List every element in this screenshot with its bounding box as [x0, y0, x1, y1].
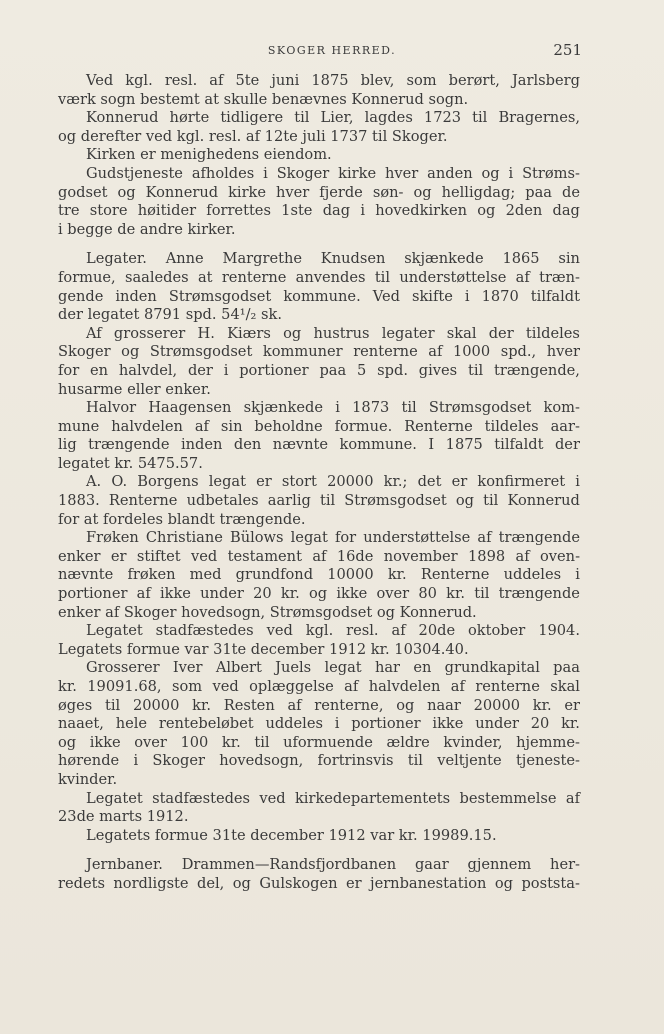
text-line: der legatet 8791 spd. 54¹/₂ sk.	[58, 306, 282, 324]
text-line: kvinder.	[58, 770, 118, 788]
text-line: A. O. Borgens legat er stort 20000 kr.; det er konfirmeret i	[86, 473, 580, 491]
paragraph	[58, 325, 580, 399]
text-line: Gudstjeneste afholdes i Skoger kirke hver anden og i Strøms-	[86, 164, 580, 182]
text-line: 1883. Renterne udbetales aarlig til Strømsgodset og til Konnerud	[58, 492, 580, 510]
paragraph	[58, 659, 580, 789]
paragraph	[58, 827, 580, 846]
text-line: Legatet stadfæstedes ved kirkedepartementets bestemmelse af	[86, 789, 580, 807]
text-line: i begge de andre kirker.	[58, 220, 236, 238]
text-line: og ikke over 100 kr. til uformuende ældre kvinder, hjemme-	[58, 733, 580, 751]
text-line: Skoger og Strømsgodset kommuner renterne af 1000 spd., hver	[58, 343, 580, 361]
paragraph	[58, 146, 580, 165]
paragraph	[58, 790, 580, 827]
text-line: formue, saaledes at renterne anvendes til understøttelse af træn-	[58, 268, 580, 286]
text-line: 23de marts 1912.	[58, 808, 189, 826]
text-line: lig trængende inden den nævnte kommune. I 1875 tilfaldt der	[58, 436, 580, 454]
paragraph	[58, 473, 580, 529]
text-line: Legater. Anne Margrethe Knudsen skjænkede 1865 sin	[86, 250, 580, 268]
paragraph	[58, 399, 580, 473]
text-line: og derefter ved kgl. resl. af 12te juli 1737 til Skoger.	[58, 127, 448, 145]
text-line: Jernbaner. Drammen—Randsfjordbanen gaar gjennem her-	[86, 856, 580, 874]
text-line: naaet, hele rentebeløbet uddeles i portioner ikke under 20 kr.	[58, 715, 580, 733]
paragraph	[58, 72, 580, 109]
text-line: legatet kr. 5475.57.	[58, 454, 203, 472]
text-line: portioner af ikke under 20 kr. og ikke over 80 kr. til trængende	[58, 585, 580, 603]
text-line: Kirken er menighedens eiendom.	[86, 146, 332, 164]
text-line: godset og Konnerud kirke hver fjerde søn- og helligdag; paa de	[58, 183, 580, 201]
paragraph-jernbaner	[58, 856, 580, 893]
paragraph	[58, 165, 580, 239]
paragraph	[58, 109, 580, 146]
paragraph-legater	[58, 250, 580, 324]
text-line: husarme eller enker.	[58, 380, 211, 398]
text-line: for en halvdel, der i portioner paa 5 spd. gives til trængende,	[58, 361, 580, 379]
text-line: Konnerud hørte tidligere til Lier, lagdes 1723 til Bragernes,	[86, 109, 580, 127]
paragraph	[58, 529, 580, 622]
body-text	[58, 72, 580, 894]
text-line: øges til 20000 kr. Resten af renterne, og naar 20000 kr. er	[58, 696, 580, 714]
text-line: Ved kgl. resl. af 5te juni 1875 blev, som berørt, Jarlsberg	[86, 72, 580, 89]
text-line: Frøken Christiane Bülows legat for understøttelse af trængende	[86, 529, 580, 547]
text-line: kr. 19091.68, som ved oplæggelse af halvdelen af renterne skal	[58, 678, 580, 695]
text-line: Legatets formue 31te december 1912 var kr. 19989.15.	[86, 826, 497, 844]
text-line: nævnte frøken med grundfond 10000 kr. Renterne uddeles i	[58, 566, 580, 584]
text-line: redets nordligste del, og Gulskogen er jernbanestation og poststa-	[58, 874, 580, 892]
text-line: tre store høitider forrettes 1ste dag i hovedkirken og 2den dag	[58, 202, 580, 220]
text-line: værk sogn bestemt at skulle benævnes Konnerud sogn.	[58, 90, 469, 108]
text-line: hørende i Skoger hovedsogn, fortrinsvis til veltjente tjeneste-	[58, 752, 580, 770]
text-line: Grosserer Iver Albert Juels legat har en grundkapital paa	[86, 659, 580, 677]
text-line: enker er stiftet ved testament af 16de november 1898 af oven-	[58, 547, 580, 565]
text-line: Halvor Haagensen skjænkede i 1873 til Strømsgodset kom-	[86, 399, 580, 417]
text-line: gende inden Strømsgodset kommune. Ved skifte i 1870 tilfaldt	[58, 287, 580, 305]
page-number: 251	[553, 41, 582, 59]
text-line: for at fordeles blandt trængende.	[58, 510, 306, 528]
paragraph	[58, 622, 580, 659]
text-line: enker af Skoger hovedsogn, Strømsgodset og Konnerud.	[58, 603, 477, 621]
text-line: Legatets formue var 31te december 1912 kr. 10304.40.	[58, 640, 469, 658]
text-line: mune halvdelen af sin beholdne formue. Renterne tildeles aar-	[58, 417, 580, 435]
running-header: SKOGER HERRED.	[267, 44, 397, 57]
text-line: Legatet stadfæstedes ved kgl. resl. af 20de oktober 1904.	[86, 622, 580, 640]
text-line: Af grosserer H. Kiærs og hustrus legater skal der tildeles	[86, 324, 580, 342]
